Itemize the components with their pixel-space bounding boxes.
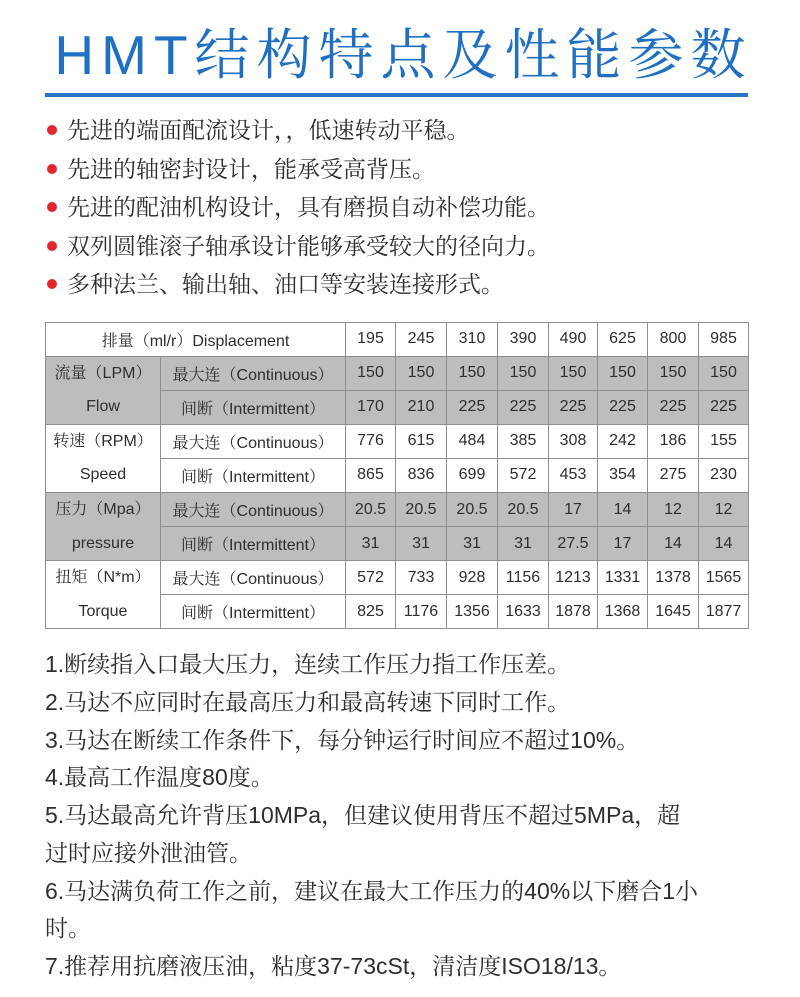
spec-table-body bbox=[46, 323, 749, 629]
spec-value: 150 bbox=[598, 356, 648, 390]
spec-value: 12 bbox=[699, 492, 749, 526]
spec-value: 275 bbox=[648, 458, 699, 492]
note-line: 1.断续指入口最大压力，连续工作压力指工作压差。 bbox=[45, 651, 571, 677]
row-label: 最大连（Continuous） bbox=[161, 561, 346, 595]
spec-row bbox=[46, 356, 749, 390]
spec-value: 31 bbox=[346, 527, 396, 561]
spec-value: 150 bbox=[346, 356, 396, 390]
note-line: 5.马达最高允许背压10MPa，但建议使用背压不超过5MPa，超 bbox=[45, 802, 681, 828]
group-label-en: Speed bbox=[79, 466, 127, 484]
feature-item bbox=[0, 111, 800, 150]
feature-list bbox=[0, 111, 800, 304]
spec-value: 1878 bbox=[549, 595, 598, 629]
spec-value: 1645 bbox=[648, 595, 699, 629]
spec-value: 225 bbox=[598, 390, 648, 424]
displacement-value: 985 bbox=[699, 323, 749, 357]
group-label-en: Torque bbox=[78, 602, 128, 620]
row-label: 间断（Intermittent） bbox=[161, 390, 346, 424]
note-item bbox=[45, 722, 785, 760]
spec-value: 1213 bbox=[549, 561, 598, 595]
spec-value: 1378 bbox=[648, 561, 699, 595]
spec-value: 615 bbox=[396, 424, 447, 458]
displacement-value: 800 bbox=[648, 323, 699, 357]
spec-value: 186 bbox=[648, 424, 699, 458]
spec-value: 836 bbox=[396, 458, 447, 492]
spec-value: 453 bbox=[549, 458, 598, 492]
spec-value: 225 bbox=[648, 390, 699, 424]
spec-value: 31 bbox=[396, 527, 447, 561]
row-label: 最大连（Continuous） bbox=[161, 356, 346, 390]
spec-value: 14 bbox=[598, 492, 648, 526]
spec-value: 150 bbox=[498, 356, 549, 390]
feature-text: 先进的配油机构设计，具有磨损自动补偿功能。 bbox=[67, 194, 550, 220]
note-item bbox=[45, 684, 785, 722]
bullet-icon bbox=[47, 202, 57, 212]
note-line: 过时应接外泄油管。 bbox=[45, 839, 252, 866]
spec-value: 865 bbox=[346, 458, 396, 492]
title-divider bbox=[45, 93, 748, 97]
row-label: 间断（Intermittent） bbox=[161, 527, 346, 561]
note-line: 7.推荐用抗磨液压油，粘度37-73cSt，清洁度ISO18/13。 bbox=[45, 953, 622, 979]
spec-value: 210 bbox=[396, 390, 447, 424]
feature-text: 先进的端面配流设计，，低速转动平稳。 bbox=[67, 117, 470, 143]
note-line: 3.马达在断续工作条件下，每分钟运行时间应不超过10%。 bbox=[45, 726, 640, 753]
spec-value: 12 bbox=[648, 492, 699, 526]
spec-value: 155 bbox=[699, 424, 749, 458]
group-label-en: pressure bbox=[71, 534, 135, 552]
bullet-icon bbox=[47, 164, 57, 174]
notes-list bbox=[45, 646, 785, 986]
spec-value: 776 bbox=[346, 424, 396, 458]
displacement-value: 390 bbox=[498, 323, 549, 357]
spec-value: 484 bbox=[447, 424, 498, 458]
note-item bbox=[45, 797, 785, 873]
spec-value: 14 bbox=[648, 527, 699, 561]
spec-value: 20.5 bbox=[447, 492, 498, 526]
spec-value: 1331 bbox=[598, 561, 648, 595]
spec-value: 150 bbox=[447, 356, 498, 390]
feature-text: 先进的轴密封设计，能承受高背压。 bbox=[67, 155, 435, 182]
spec-row bbox=[46, 424, 749, 458]
spec-value: 385 bbox=[498, 424, 549, 458]
spec-value: 354 bbox=[598, 458, 648, 492]
bullet-icon bbox=[47, 241, 57, 251]
row-label: 最大连（Continuous） bbox=[161, 492, 346, 526]
group-label bbox=[46, 424, 161, 492]
note-line: 2.马达不应同时在最高压力和最高转速下同时工作。 bbox=[45, 688, 571, 715]
note-line: 6.马达满负荷工作之前，建议在最大工作压力的40%以下磨合1小 bbox=[45, 877, 699, 904]
row-label: 间断（Intermittent） bbox=[161, 595, 346, 629]
spec-value: 699 bbox=[447, 458, 498, 492]
group-label-cn: 转速（RPM） bbox=[53, 432, 153, 450]
feature-item bbox=[0, 265, 800, 304]
displacement-value: 310 bbox=[447, 323, 498, 357]
displacement-value: 625 bbox=[598, 323, 648, 357]
spec-value: 1633 bbox=[498, 595, 549, 629]
spec-value: 225 bbox=[549, 390, 598, 424]
spec-value: 308 bbox=[549, 424, 598, 458]
note-item bbox=[45, 873, 785, 949]
spec-table bbox=[45, 322, 749, 629]
spec-value: 1176 bbox=[396, 595, 447, 629]
spec-value: 31 bbox=[447, 527, 498, 561]
spec-value: 1565 bbox=[699, 561, 749, 595]
spec-value: 225 bbox=[699, 390, 749, 424]
spec-value: 572 bbox=[498, 458, 549, 492]
displacement-value: 245 bbox=[396, 323, 447, 357]
spec-value: 17 bbox=[598, 527, 648, 561]
spec-value: 150 bbox=[396, 356, 447, 390]
spec-value: 27.5 bbox=[549, 527, 598, 561]
spec-value: 150 bbox=[549, 356, 598, 390]
note-item bbox=[45, 759, 785, 797]
row-label: 最大连（Continuous） bbox=[161, 424, 346, 458]
spec-value: 150 bbox=[699, 356, 749, 390]
spec-value: 170 bbox=[346, 390, 396, 424]
feature-item bbox=[0, 227, 800, 266]
spec-value: 1368 bbox=[598, 595, 648, 629]
spec-value: 1156 bbox=[498, 561, 549, 595]
group-label bbox=[46, 561, 161, 629]
group-label-en: Flow bbox=[86, 398, 120, 416]
spec-value: 928 bbox=[447, 561, 498, 595]
spec-value: 17 bbox=[549, 492, 598, 526]
spec-value: 1356 bbox=[447, 595, 498, 629]
note-item bbox=[45, 646, 785, 684]
spec-value: 20.5 bbox=[498, 492, 549, 526]
spec-row bbox=[46, 561, 749, 595]
spec-value: 31 bbox=[498, 527, 549, 561]
spec-value: 230 bbox=[699, 458, 749, 492]
displacement-row bbox=[46, 323, 749, 357]
displacement-label: 排量（ml/r）Displacement bbox=[46, 323, 346, 357]
group-label bbox=[46, 356, 161, 424]
note-line: 时。 bbox=[45, 915, 91, 942]
feature-text: 多种法兰、输出轴、油口等安装连接形式。 bbox=[67, 271, 504, 297]
row-label: 间断（Intermittent） bbox=[161, 458, 346, 492]
displacement-value: 490 bbox=[549, 323, 598, 357]
page-title: HMT结构特点及性能参数 bbox=[54, 24, 753, 86]
bullet-icon bbox=[47, 125, 57, 135]
spec-value: 225 bbox=[498, 390, 549, 424]
feature-item bbox=[0, 150, 800, 189]
displacement-value: 195 bbox=[346, 323, 396, 357]
group-label-cn: 扭矩（N*m） bbox=[55, 569, 151, 587]
spec-value: 825 bbox=[346, 595, 396, 629]
feature-text: 双列圆锥滚子轴承设计能够承受较大的径向力。 bbox=[67, 232, 550, 259]
group-label-cn: 流量（LPM） bbox=[54, 364, 152, 382]
spec-value: 242 bbox=[598, 424, 648, 458]
group-label-cn: 压力（Mpa） bbox=[55, 500, 151, 518]
spec-value: 225 bbox=[447, 390, 498, 424]
bullet-icon bbox=[47, 279, 57, 289]
spec-row bbox=[46, 492, 749, 526]
spec-value: 20.5 bbox=[396, 492, 447, 526]
note-item bbox=[45, 948, 785, 986]
spec-value: 572 bbox=[346, 561, 396, 595]
spec-value: 14 bbox=[699, 527, 749, 561]
spec-value: 20.5 bbox=[346, 492, 396, 526]
spec-value: 1877 bbox=[699, 595, 749, 629]
spec-value: 733 bbox=[396, 561, 447, 595]
feature-item bbox=[0, 188, 800, 227]
spec-value: 150 bbox=[648, 356, 699, 390]
note-line: 4.最高工作温度80度。 bbox=[45, 764, 274, 791]
group-label bbox=[46, 492, 161, 560]
